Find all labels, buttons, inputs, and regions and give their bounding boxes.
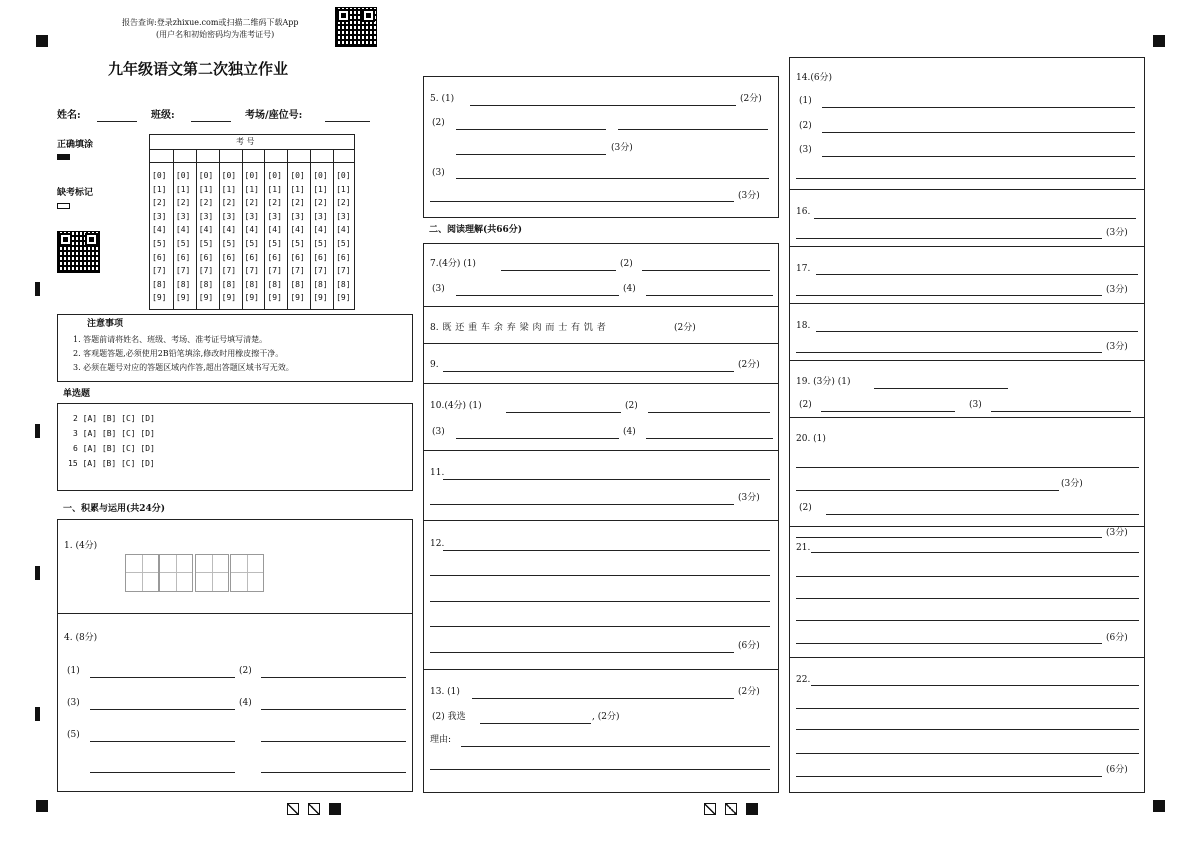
report-notice-sub: (用户名和初始密码均为准考证号) bbox=[156, 30, 275, 39]
answer-line[interactable] bbox=[261, 677, 406, 678]
seat-field[interactable] bbox=[325, 121, 370, 122]
exam-id-digit-bubble[interactable]: [6] bbox=[290, 252, 305, 262]
q8-box bbox=[423, 306, 779, 344]
answer-line[interactable] bbox=[796, 753, 1139, 754]
score-label: (3分) bbox=[738, 191, 760, 201]
q21-box bbox=[789, 526, 1145, 658]
q12-label: 12. bbox=[430, 539, 445, 549]
note-item: 2. 客观题答题,必须使用2B铅笔填涂,修改时用橡皮擦干净。 bbox=[73, 349, 284, 358]
q17-box bbox=[789, 246, 1145, 304]
exam-id-digit-bubble[interactable]: [7] bbox=[221, 266, 237, 276]
exam-id-digit-bubble[interactable]: [3] bbox=[244, 211, 259, 221]
answer-line[interactable] bbox=[646, 295, 773, 296]
q13-box bbox=[423, 669, 779, 793]
q12-box bbox=[423, 520, 779, 670]
score-label: (6分) bbox=[738, 641, 760, 651]
qr-code-icon bbox=[335, 7, 377, 47]
answer-line[interactable] bbox=[470, 105, 736, 106]
answer-line[interactable] bbox=[816, 274, 1138, 275]
answer-line[interactable] bbox=[796, 620, 1139, 621]
answer-line[interactable] bbox=[646, 438, 773, 439]
q13-part-label: (2) 我选 bbox=[432, 712, 466, 722]
answer-line[interactable] bbox=[991, 411, 1131, 412]
answer-line[interactable] bbox=[874, 388, 1008, 389]
q19-label: 19. (3分) (1) bbox=[796, 377, 851, 387]
q17-label: 17. bbox=[796, 264, 811, 274]
exam-id-digit-bubble[interactable]: [2] bbox=[175, 198, 191, 208]
exam-id-digit-bubble[interactable]: [9] bbox=[267, 293, 282, 303]
answer-line[interactable] bbox=[456, 295, 619, 296]
q7-part-label: (4) bbox=[623, 284, 636, 294]
answer-line[interactable] bbox=[796, 598, 1139, 599]
class-field[interactable] bbox=[191, 121, 231, 122]
exam-id-digit-bubble[interactable]: [4] bbox=[336, 225, 351, 235]
q1-box bbox=[57, 519, 413, 614]
answer-line[interactable] bbox=[443, 479, 770, 480]
exam-id-digit-bubble[interactable]: [3] bbox=[152, 211, 167, 221]
exam-id-digit-bubble[interactable]: [1] bbox=[313, 184, 328, 194]
exam-id-digit-bubble[interactable]: [8] bbox=[152, 279, 167, 289]
exam-id-digit-bubble[interactable]: [4] bbox=[221, 225, 237, 235]
score-label: (3分) bbox=[1106, 342, 1128, 352]
q14-label: 14.(6分) bbox=[796, 73, 833, 83]
notes-box bbox=[57, 314, 413, 382]
mcq-row[interactable]: 15 [A] [B] [C] [D] bbox=[68, 459, 155, 468]
answer-line[interactable] bbox=[443, 550, 770, 551]
score-label: , (2分) bbox=[592, 712, 620, 722]
class-label: 班级: bbox=[151, 110, 175, 121]
exam-id-digit-bubble[interactable]: [4] bbox=[152, 225, 167, 235]
score-label: (6分) bbox=[1106, 765, 1128, 775]
q14-part-label: (1) bbox=[799, 96, 812, 106]
exam-id-digit-bubble[interactable]: [8] bbox=[267, 279, 282, 289]
exam-id-digit-bubble[interactable]: [1] bbox=[336, 184, 351, 194]
answer-line[interactable] bbox=[826, 514, 1139, 515]
q16-label: 16. bbox=[796, 207, 811, 217]
exam-id-column bbox=[242, 149, 265, 310]
exam-id-digit-bubble[interactable]: [0] bbox=[290, 171, 305, 180]
q14-box bbox=[789, 57, 1145, 190]
exam-id-digit-bubble[interactable]: [8] bbox=[290, 279, 305, 289]
exam-id-digit-bubble[interactable]: [5] bbox=[290, 239, 305, 248]
exam-id-digit-bubble[interactable]: [1] bbox=[221, 184, 237, 194]
score-label: (6分) bbox=[1106, 633, 1128, 643]
answer-line[interactable] bbox=[796, 537, 1102, 538]
q19-part-label: (2) bbox=[799, 400, 812, 410]
exam-id-digit-bubble[interactable]: [4] bbox=[313, 225, 328, 235]
exam-id-digit-bubble[interactable]: [5] bbox=[221, 239, 237, 248]
char-cell[interactable] bbox=[159, 554, 193, 592]
answer-line[interactable] bbox=[816, 331, 1138, 332]
answer-line[interactable] bbox=[648, 412, 770, 413]
exam-id-digit-bubble[interactable]: [2] bbox=[336, 198, 351, 208]
answer-line[interactable] bbox=[501, 270, 616, 271]
q10-box bbox=[423, 383, 779, 451]
exam-id-digit-bubble[interactable]: [1] bbox=[152, 184, 167, 194]
exam-id-digit-bubble[interactable]: [4] bbox=[175, 225, 191, 235]
exam-id-digit-bubble[interactable]: [9] bbox=[198, 293, 214, 303]
answer-line[interactable] bbox=[811, 685, 1139, 686]
answer-line[interactable] bbox=[261, 772, 406, 773]
q5-part-label: (3) bbox=[432, 168, 445, 178]
q21-label: 21. bbox=[796, 543, 811, 553]
exam-id-digit-bubble[interactable]: [8] bbox=[313, 279, 328, 289]
score-label: (2分) bbox=[738, 687, 760, 697]
exam-id-digit-bubble[interactable]: [7] bbox=[198, 266, 214, 276]
q9-label: 9. bbox=[430, 360, 439, 370]
answer-line[interactable] bbox=[430, 601, 770, 602]
page-mark-icon bbox=[329, 803, 341, 815]
answer-line[interactable] bbox=[796, 643, 1102, 644]
score-label: (2分) bbox=[738, 360, 760, 370]
answer-line[interactable] bbox=[430, 504, 734, 505]
exam-id-digit-bubble[interactable]: [3] bbox=[221, 211, 237, 221]
exam-id-digit-bubble[interactable]: [2] bbox=[244, 198, 259, 208]
q7-part-label: (2) bbox=[620, 259, 633, 269]
exam-id-grid bbox=[149, 134, 355, 310]
mcq-box bbox=[57, 403, 413, 491]
absent-mark-label: 缺考标记 bbox=[57, 188, 94, 198]
score-label: (2分) bbox=[740, 94, 762, 104]
exam-id-digit-bubble[interactable]: [3] bbox=[267, 211, 282, 221]
score-label: (3分) bbox=[1106, 528, 1128, 538]
exam-id-digit-bubble[interactable]: [9] bbox=[336, 293, 351, 303]
answer-line[interactable] bbox=[796, 490, 1059, 491]
q5-part-label: (2) bbox=[432, 118, 445, 128]
side-mark bbox=[35, 424, 40, 438]
answer-line[interactable] bbox=[456, 154, 606, 155]
exam-id-digit-bubble[interactable]: [0] bbox=[336, 171, 351, 180]
answer-line[interactable] bbox=[796, 576, 1139, 577]
exam-id-digit-bubble[interactable]: [4] bbox=[290, 225, 305, 235]
exam-id-digit-bubble[interactable]: [0] bbox=[244, 171, 259, 180]
registration-mark bbox=[1153, 35, 1165, 47]
answer-line[interactable] bbox=[90, 677, 235, 678]
correct-fill-label: 正确填涂 bbox=[57, 140, 94, 150]
q8-text: 8. 既 还 重 车 余 弃 梁 肉 而 士 有 饥 者 bbox=[430, 323, 606, 333]
exam-id-digit-bubble[interactable]: [1] bbox=[244, 184, 259, 194]
exam-id-digit-bubble[interactable]: [0] bbox=[221, 171, 237, 180]
exam-id-digit-bubble[interactable]: [9] bbox=[244, 293, 259, 303]
side-mark bbox=[35, 707, 40, 721]
answer-line[interactable] bbox=[796, 178, 1136, 179]
q7-label: 7.(4分) (1) bbox=[430, 259, 476, 269]
answer-line[interactable] bbox=[796, 776, 1102, 777]
mcq-row[interactable]: 2 [A] [B] [C] [D] bbox=[73, 414, 155, 423]
exam-id-digit-bubble[interactable]: [6] bbox=[198, 252, 214, 262]
q20-box bbox=[789, 417, 1145, 527]
answer-line[interactable] bbox=[822, 156, 1135, 157]
char-cell[interactable] bbox=[195, 554, 229, 592]
exam-id-digit-bubble[interactable]: [3] bbox=[313, 211, 328, 221]
exam-id-column bbox=[264, 149, 287, 310]
answer-line[interactable] bbox=[461, 746, 770, 747]
answer-line[interactable] bbox=[456, 178, 769, 179]
exam-id-digit-bubble[interactable]: [5] bbox=[267, 239, 282, 248]
exam-id-column bbox=[287, 149, 310, 310]
q4-label: 4. (8分) bbox=[64, 633, 98, 643]
answer-line[interactable] bbox=[796, 467, 1139, 468]
q14-part-label: (2) bbox=[799, 121, 812, 131]
section2-title: 二、阅读理解(共66分) bbox=[429, 225, 523, 235]
page-mark-icon bbox=[308, 803, 320, 815]
q16-box bbox=[789, 189, 1145, 247]
answer-line[interactable] bbox=[90, 741, 235, 742]
mcq-row[interactable]: 6 [A] [B] [C] [D] bbox=[73, 444, 155, 453]
exam-id-digit-bubble[interactable]: [4] bbox=[267, 225, 282, 235]
q20-label: 20. (1) bbox=[796, 434, 826, 444]
notes-title: 注意事项 bbox=[87, 319, 124, 329]
exam-id-digit-bubble[interactable]: [9] bbox=[221, 293, 237, 303]
section1-title: 一、积累与运用(共24分) bbox=[63, 504, 166, 514]
exam-id-digit-bubble[interactable]: [7] bbox=[313, 266, 328, 276]
exam-id-digit-bubble[interactable]: [8] bbox=[221, 279, 237, 289]
exam-id-digit-bubble[interactable]: [5] bbox=[198, 239, 214, 248]
answer-line[interactable] bbox=[796, 729, 1139, 730]
q9-box bbox=[423, 343, 779, 384]
exam-id-digit-bubble[interactable]: [0] bbox=[175, 171, 191, 180]
page-title: 九年级语文第二次独立作业 bbox=[108, 60, 289, 78]
page-mark-icon bbox=[725, 803, 737, 815]
exam-id-column bbox=[219, 149, 242, 310]
q4-part-label: (4) bbox=[239, 698, 252, 708]
exam-id-digit-bubble[interactable]: [9] bbox=[313, 293, 328, 303]
answer-line[interactable] bbox=[430, 769, 770, 770]
note-item: 1. 答题前请将姓名、班级、考场、准考证号填写清楚。 bbox=[73, 335, 268, 344]
exam-id-digit-bubble[interactable]: [7] bbox=[152, 266, 167, 276]
q11-label: 11. bbox=[430, 468, 445, 478]
registration-mark bbox=[36, 800, 48, 812]
score-label: (3分) bbox=[611, 143, 633, 153]
exam-id-digit-bubble[interactable]: [9] bbox=[152, 293, 167, 303]
exam-id-digit-bubble[interactable]: [6] bbox=[313, 252, 328, 262]
name-field[interactable] bbox=[97, 121, 137, 122]
q14-part-label: (3) bbox=[799, 145, 812, 155]
score-label: (3分) bbox=[1106, 285, 1128, 295]
q13-label: 13. (1) bbox=[430, 687, 460, 697]
q22-box bbox=[789, 657, 1145, 793]
exam-id-digit-bubble[interactable]: [5] bbox=[244, 239, 259, 248]
q18-label: 18. bbox=[796, 321, 811, 331]
exam-id-digit-bubble[interactable]: [8] bbox=[244, 279, 259, 289]
exam-id-digit-bubble[interactable]: [7] bbox=[290, 266, 305, 276]
page-mark-icon bbox=[746, 803, 758, 815]
q4-part-label: (5) bbox=[67, 730, 80, 740]
exam-id-digit-bubble[interactable]: [1] bbox=[290, 184, 305, 194]
mcq-title: 单选题 bbox=[63, 389, 91, 399]
answer-line[interactable] bbox=[822, 132, 1135, 133]
answer-line[interactable] bbox=[642, 270, 770, 271]
char-cell[interactable] bbox=[125, 554, 159, 592]
registration-mark bbox=[1153, 800, 1165, 812]
q4-part-label: (1) bbox=[67, 666, 80, 676]
exam-id-column bbox=[150, 149, 173, 310]
q7-box bbox=[423, 243, 779, 307]
name-label: 姓名: bbox=[57, 110, 81, 121]
exam-id-column bbox=[173, 149, 196, 310]
q5-box bbox=[423, 76, 779, 218]
exam-id-digit-bubble[interactable]: [0] bbox=[198, 171, 214, 180]
answer-line[interactable] bbox=[821, 411, 955, 412]
answer-line[interactable] bbox=[472, 698, 734, 699]
q10-part-label: (2) bbox=[625, 401, 638, 411]
exam-id-digit-bubble[interactable]: [8] bbox=[198, 279, 214, 289]
score-label: (3分) bbox=[738, 493, 760, 503]
reason-label: 理由: bbox=[430, 735, 452, 745]
q5-label: 5. (1) bbox=[430, 94, 455, 104]
exam-id-digit-bubble[interactable]: [1] bbox=[175, 184, 191, 194]
exam-id-digit-bubble[interactable]: [3] bbox=[198, 211, 214, 221]
answer-line[interactable] bbox=[796, 352, 1102, 353]
exam-id-digit-bubble[interactable]: [2] bbox=[313, 198, 328, 208]
answer-line[interactable] bbox=[456, 438, 619, 439]
exam-id-digit-bubble[interactable]: [5] bbox=[152, 239, 167, 248]
answer-line[interactable] bbox=[456, 129, 606, 130]
score-label: (3分) bbox=[1106, 228, 1128, 238]
exam-id-digit-bubble[interactable]: [4] bbox=[198, 225, 214, 235]
exam-id-digit-bubble[interactable]: [6] bbox=[221, 252, 237, 262]
exam-id-column bbox=[310, 149, 333, 310]
exam-id-digit-bubble[interactable]: [2] bbox=[198, 198, 214, 208]
exam-id-digit-bubble[interactable]: [7] bbox=[336, 266, 351, 276]
exam-id-digit-bubble[interactable]: [6] bbox=[175, 252, 191, 262]
q10-part-label: (4) bbox=[623, 427, 636, 437]
answer-line[interactable] bbox=[430, 652, 734, 653]
exam-id-column bbox=[196, 149, 219, 310]
answer-line[interactable] bbox=[90, 772, 235, 773]
q19-box bbox=[789, 360, 1145, 418]
q22-label: 22. bbox=[796, 675, 811, 685]
answer-line[interactable] bbox=[796, 295, 1102, 296]
exam-id-digit-bubble[interactable]: [2] bbox=[267, 198, 282, 208]
exam-id-digit-bubble[interactable]: [0] bbox=[313, 171, 328, 180]
page-mark-icon bbox=[704, 803, 716, 815]
exam-id-digit-bubble[interactable]: [9] bbox=[175, 293, 191, 303]
answer-line[interactable] bbox=[796, 238, 1102, 239]
qr-code-icon bbox=[57, 231, 100, 273]
registration-mark bbox=[36, 35, 48, 47]
q4-part-label: (3) bbox=[67, 698, 80, 708]
page-mark-icon bbox=[287, 803, 299, 815]
answer-line[interactable] bbox=[506, 412, 621, 413]
exam-id-digit-bubble[interactable]: [6] bbox=[152, 252, 167, 262]
note-item: 3. 必须在题号对应的答题区域内作答,超出答题区域书写无效。 bbox=[73, 363, 294, 372]
choice-field[interactable] bbox=[480, 723, 591, 724]
answer-line[interactable] bbox=[814, 218, 1136, 219]
exam-id-digit-bubble[interactable]: [6] bbox=[244, 252, 259, 262]
answer-line[interactable] bbox=[618, 129, 768, 130]
side-mark bbox=[35, 282, 40, 296]
absent-mark-box[interactable] bbox=[57, 203, 70, 209]
answer-line[interactable] bbox=[261, 741, 406, 742]
exam-id-digit-bubble[interactable]: [2] bbox=[290, 198, 305, 208]
report-notice: 报告查询:登录zhixue.com或扫描二维码下载App bbox=[122, 18, 299, 27]
score-label: (2分) bbox=[674, 323, 696, 333]
q18-box bbox=[789, 303, 1145, 361]
q11-box bbox=[423, 450, 779, 521]
exam-id-digit-bubble[interactable]: [5] bbox=[336, 239, 351, 248]
exam-id-digit-bubble[interactable]: [8] bbox=[175, 279, 191, 289]
q4-box bbox=[57, 613, 413, 792]
q7-part-label: (3) bbox=[432, 284, 445, 294]
exam-id-header: 考 号 bbox=[236, 137, 255, 146]
answer-line[interactable] bbox=[443, 371, 734, 372]
answer-line[interactable] bbox=[90, 709, 235, 710]
exam-id-digit-bubble[interactable]: [6] bbox=[267, 252, 282, 262]
exam-id-digit-bubble[interactable]: [9] bbox=[290, 293, 305, 303]
exam-id-digit-bubble[interactable]: [7] bbox=[267, 266, 282, 276]
q10-part-label: (3) bbox=[432, 427, 445, 437]
side-mark bbox=[35, 566, 40, 580]
exam-id-digit-bubble[interactable]: [8] bbox=[336, 279, 351, 289]
exam-id-column bbox=[333, 149, 356, 310]
exam-id-digit-bubble[interactable]: [7] bbox=[175, 266, 191, 276]
exam-id-digit-bubble[interactable]: [0] bbox=[152, 171, 167, 180]
correct-fill-sample bbox=[57, 154, 70, 160]
score-label: (3分) bbox=[1061, 479, 1083, 489]
exam-id-digit-bubble[interactable]: [3] bbox=[336, 211, 351, 221]
exam-id-digit-bubble[interactable]: [7] bbox=[244, 266, 259, 276]
answer-line[interactable] bbox=[796, 708, 1139, 709]
seat-label: 考场/座位号: bbox=[245, 110, 303, 121]
exam-id-digit-bubble[interactable]: [2] bbox=[221, 198, 237, 208]
exam-id-digit-bubble[interactable]: [3] bbox=[290, 211, 305, 221]
answer-line[interactable] bbox=[811, 552, 1139, 553]
q4-part-label: (2) bbox=[239, 666, 252, 676]
exam-id-digit-bubble[interactable]: [0] bbox=[267, 171, 282, 180]
q10-label: 10.(4分) (1) bbox=[430, 401, 482, 411]
exam-id-digit-bubble[interactable]: [6] bbox=[336, 252, 351, 262]
q19-part-label: (3) bbox=[969, 400, 982, 410]
exam-id-digit-bubble[interactable]: [3] bbox=[175, 211, 191, 221]
q1-label: 1. (4分) bbox=[64, 541, 98, 551]
exam-id-digit-bubble[interactable]: [2] bbox=[152, 198, 167, 208]
answer-line[interactable] bbox=[822, 107, 1135, 108]
char-cell[interactable] bbox=[230, 554, 264, 592]
q20-part-label: (2) bbox=[799, 503, 812, 513]
answer-line[interactable] bbox=[261, 709, 406, 710]
answer-line[interactable] bbox=[430, 575, 770, 576]
exam-id-digit-bubble[interactable]: [5] bbox=[313, 239, 328, 248]
mcq-row[interactable]: 3 [A] [B] [C] [D] bbox=[73, 429, 155, 438]
exam-id-digit-bubble[interactable]: [4] bbox=[244, 225, 259, 235]
answer-line[interactable] bbox=[430, 201, 734, 202]
exam-id-digit-bubble[interactable]: [1] bbox=[198, 184, 214, 194]
exam-id-digit-bubble[interactable]: [5] bbox=[175, 239, 191, 248]
exam-id-digit-bubble[interactable]: [1] bbox=[267, 184, 282, 194]
answer-line[interactable] bbox=[430, 626, 770, 627]
